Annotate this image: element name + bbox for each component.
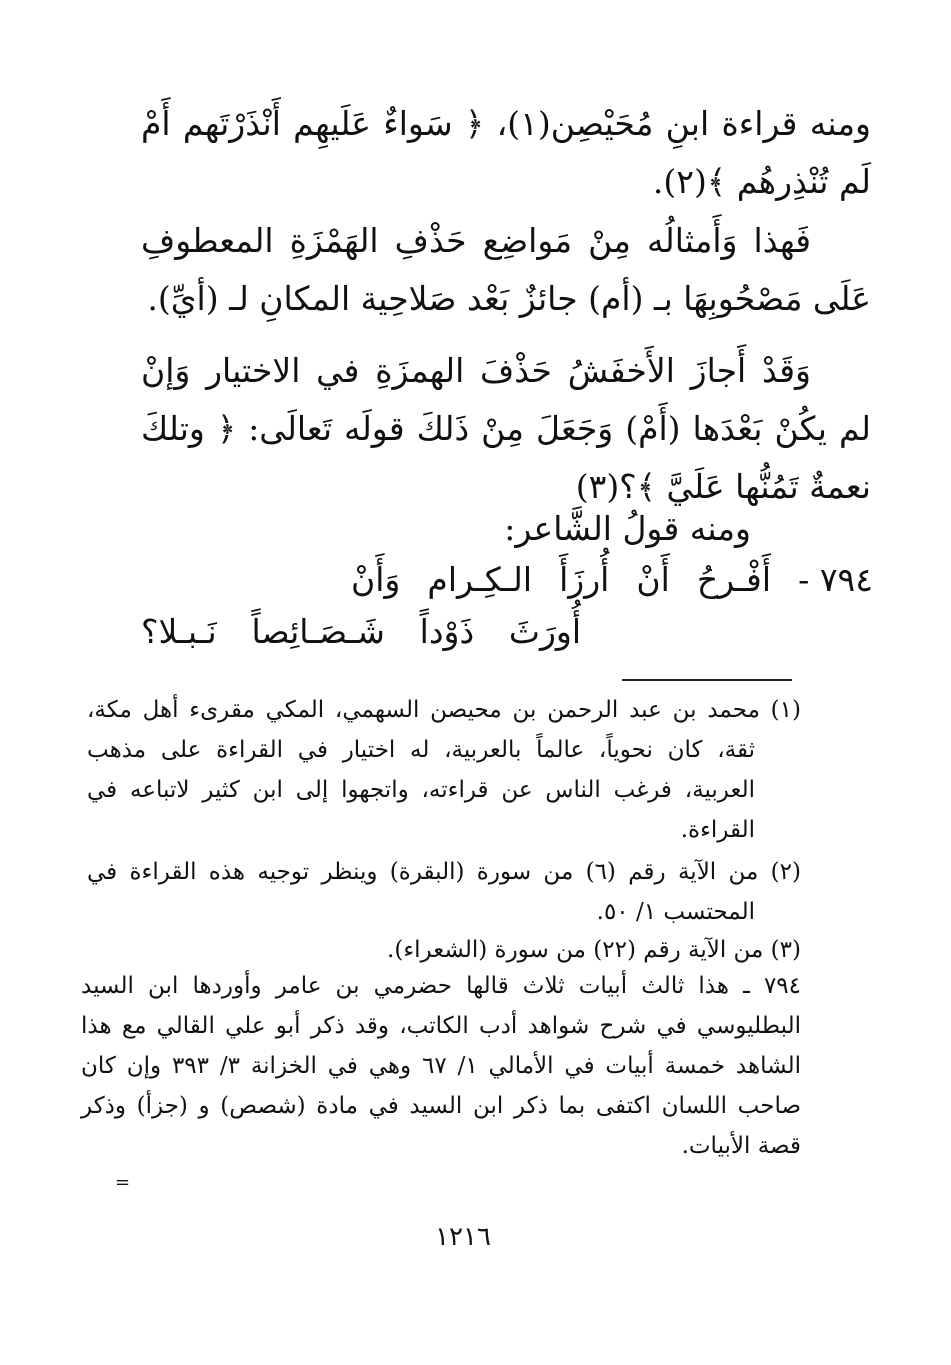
footnote-3: (٣) من الآية رقم (٢٢) من سورة (الشعراء). xyxy=(387,937,801,963)
verse-word: الـكِـرام xyxy=(427,560,533,599)
verse-second-hemistich xyxy=(141,612,581,651)
verse-number: ٧٩٤ - xyxy=(798,560,873,599)
page-number: ١٢١٦ xyxy=(435,1222,491,1252)
paragraph-poet-intro: ومنه قولُ الشَّاعر: xyxy=(504,509,751,548)
footnote-separator xyxy=(622,679,792,681)
footnote-1: (١) محمد بن عبد الرحمن بن محيصن السهمي، المكي مقرىء أهل مكة، ثقة، كان نحوياً، عالماً بالعربية، له اختيار في القراءة على مذهب العربية، فرغب الناس عن قراءته، واتجهوا إلى ابن كثير لاتباعه في القراءة. xyxy=(87,697,801,843)
verse-word: وَأَنْ xyxy=(351,560,401,599)
verse-word: أُرزَأَ xyxy=(559,560,610,599)
paragraph-reading-ibn-muhaisin: ومنه قراءة ابنِ مُحَيْصِن(١)، ﴿ سَواءٌ عَلَيهِم أَنْذَرْتَهم أَمْ لَم تُنْذِرهُم ﴾(٢). xyxy=(141,104,871,201)
footnote-2: (٢) من الآية رقم (٦) من سورة (البقرة) وينظر توجيه هذه القراءة في المحتسب ١/ ٥٠. xyxy=(87,859,801,925)
verse-word: شَـصَـائِصاً xyxy=(251,612,385,651)
verse-word: أُورَثَ xyxy=(508,612,581,651)
margin-mark: = xyxy=(115,1172,131,1193)
paragraph-hamza-omission: فَهذا وَأَمثالُه مِنْ مَواضِع حَذْفِ الهَمْزَةِ المعطوفِ عَلَى مَصْحُوبِهَا بـ (أم) جائزٌ بَعْد صَلاحِية المكانِ لـ (أيِّ). xyxy=(141,221,871,318)
verse-word: ذَوْداً xyxy=(419,612,475,651)
verse-word: أَفْـرحُ xyxy=(696,560,771,599)
footnote-794: ٧٩٤ ـ هذا ثالث أبيات ثلاث قالها حضرمي بن عامر وأوردها ابن السيد البطليوسي في شرح شواهد أدب الكاتب، وقد ذكر أبو علي القالي مع هذا الشاهد خمسة أبيات في الأمالي ١/ ٦٧ وهي في الخزانة ٣/ ٣٩٣ وإن كان صاحب اللسان اكتفى بما ذكر ابن السيد في مادة (شصص) و (جزأ) وذكر قصة الأبيات. xyxy=(81,973,802,1159)
verse-first-hemistich xyxy=(351,560,771,599)
paragraph-akhfash: وَقَدْ أَجازَ الأَخفَشُ حَذْفَ الهمزَةِ في الاختيار وَإنْ لم يكُنْ بَعْدَها (أَمْ) وَجَعَلَ مِنْ ذَلكَ قولَه تَعالَى: ﴿ وتلكَ نعمةٌ تَمُنُّها عَلَيَّ ﴾؟(٣) xyxy=(141,351,871,506)
verse-word: أَنْ xyxy=(636,560,670,599)
verse-word: نَـبـلا؟ xyxy=(141,612,217,651)
